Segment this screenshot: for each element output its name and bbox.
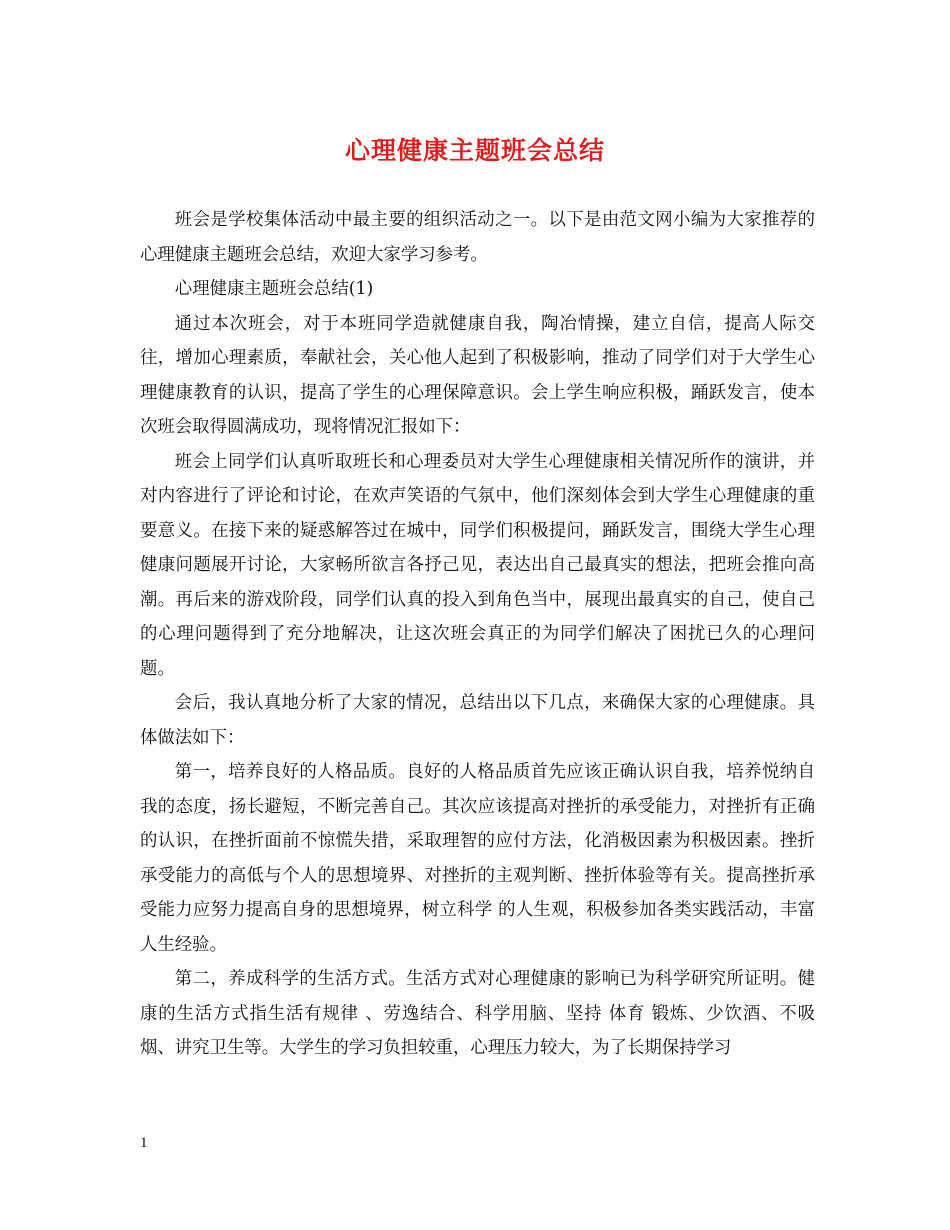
page-number: 1 <box>140 1135 148 1151</box>
document-body <box>140 203 815 1066</box>
body-paragraph: 第二，养成科学的生活方式。生活方式对心理健康的影响已为科学研究所证明。健康的生活方式指生活有规律 、劳逸结合、科学用脑、坚持 体育 锻炼、少饮酒、不吸烟、讲究卫生等。大学生的学习负担较重，心理压力较大，为了长期保持学习 <box>140 969 815 1058</box>
document-title: 心理健康主题班会总结 <box>344 136 605 165</box>
body-paragraph: 第一，培养良好的人格品质。良好的人格品质首先应该正确认识自我，培养悦纳自我的态度，扬长避短，不断完善自己。其次应该提高对挫折的承受能力，对挫折有正确的认识，在挫折面前不惊慌失措，采取理智的应付方法，化消极因素为积极因素。挫折承受能力的高低与个人的思想境界、对挫折的主观判断、挫折体验等有关。提高挫折承受能力应努力提高自身的思想境界，树立科学 的人生观，积极参加各类实践活动，丰富人生经验。 <box>140 762 815 955</box>
section-heading: 心理健康主题班会总结(1) <box>174 279 374 299</box>
body-paragraph: 班会上同学们认真听取班长和心理委员对大学生心理健康相关情况所作的演讲，并对内容进行了评论和讨论，在欢声笑语的气氛中，他们深刻体会到大学生心理健康的重要意义。在接下来的疑惑解答过在城中，同学们积极提问，踊跃发言，围绕大学生心理健康问题展开讨论，大家畅所欲言各抒己见，表达出自己最真实的想法，把班会推向高潮。再后来的游戏阶段，同学们认真的投入到角色当中，展现出最真实的自己，使自己的心理问题得到了充分地解决，让这次班会真正的为同学们解决了困扰已久的心理问题。 <box>140 451 815 679</box>
intro-paragraph: 班会是学校集体活动中最主要的组织活动之一。以下是由范文网小编为大家推荐的心理健康主题班会总结，欢迎大家学习参考。 <box>140 210 815 265</box>
body-paragraph: 会后，我认真地分析了大家的情况，总结出以下几点，来确保大家的心理健康。具体做法如下： <box>140 693 815 748</box>
body-paragraph: 通过本次班会，对于本班同学造就健康自我，陶冶情操，建立自信，提高人际交往，增加心理素质，奉献社会，关心他人起到了积极影响，推动了同学们对于大学生心理健康教育的认识，提高了学生的心理保障意识。会上学生响应积极，踊跃发言，使本次班会取得圆满成功，现将情况汇报如下： <box>140 313 815 437</box>
